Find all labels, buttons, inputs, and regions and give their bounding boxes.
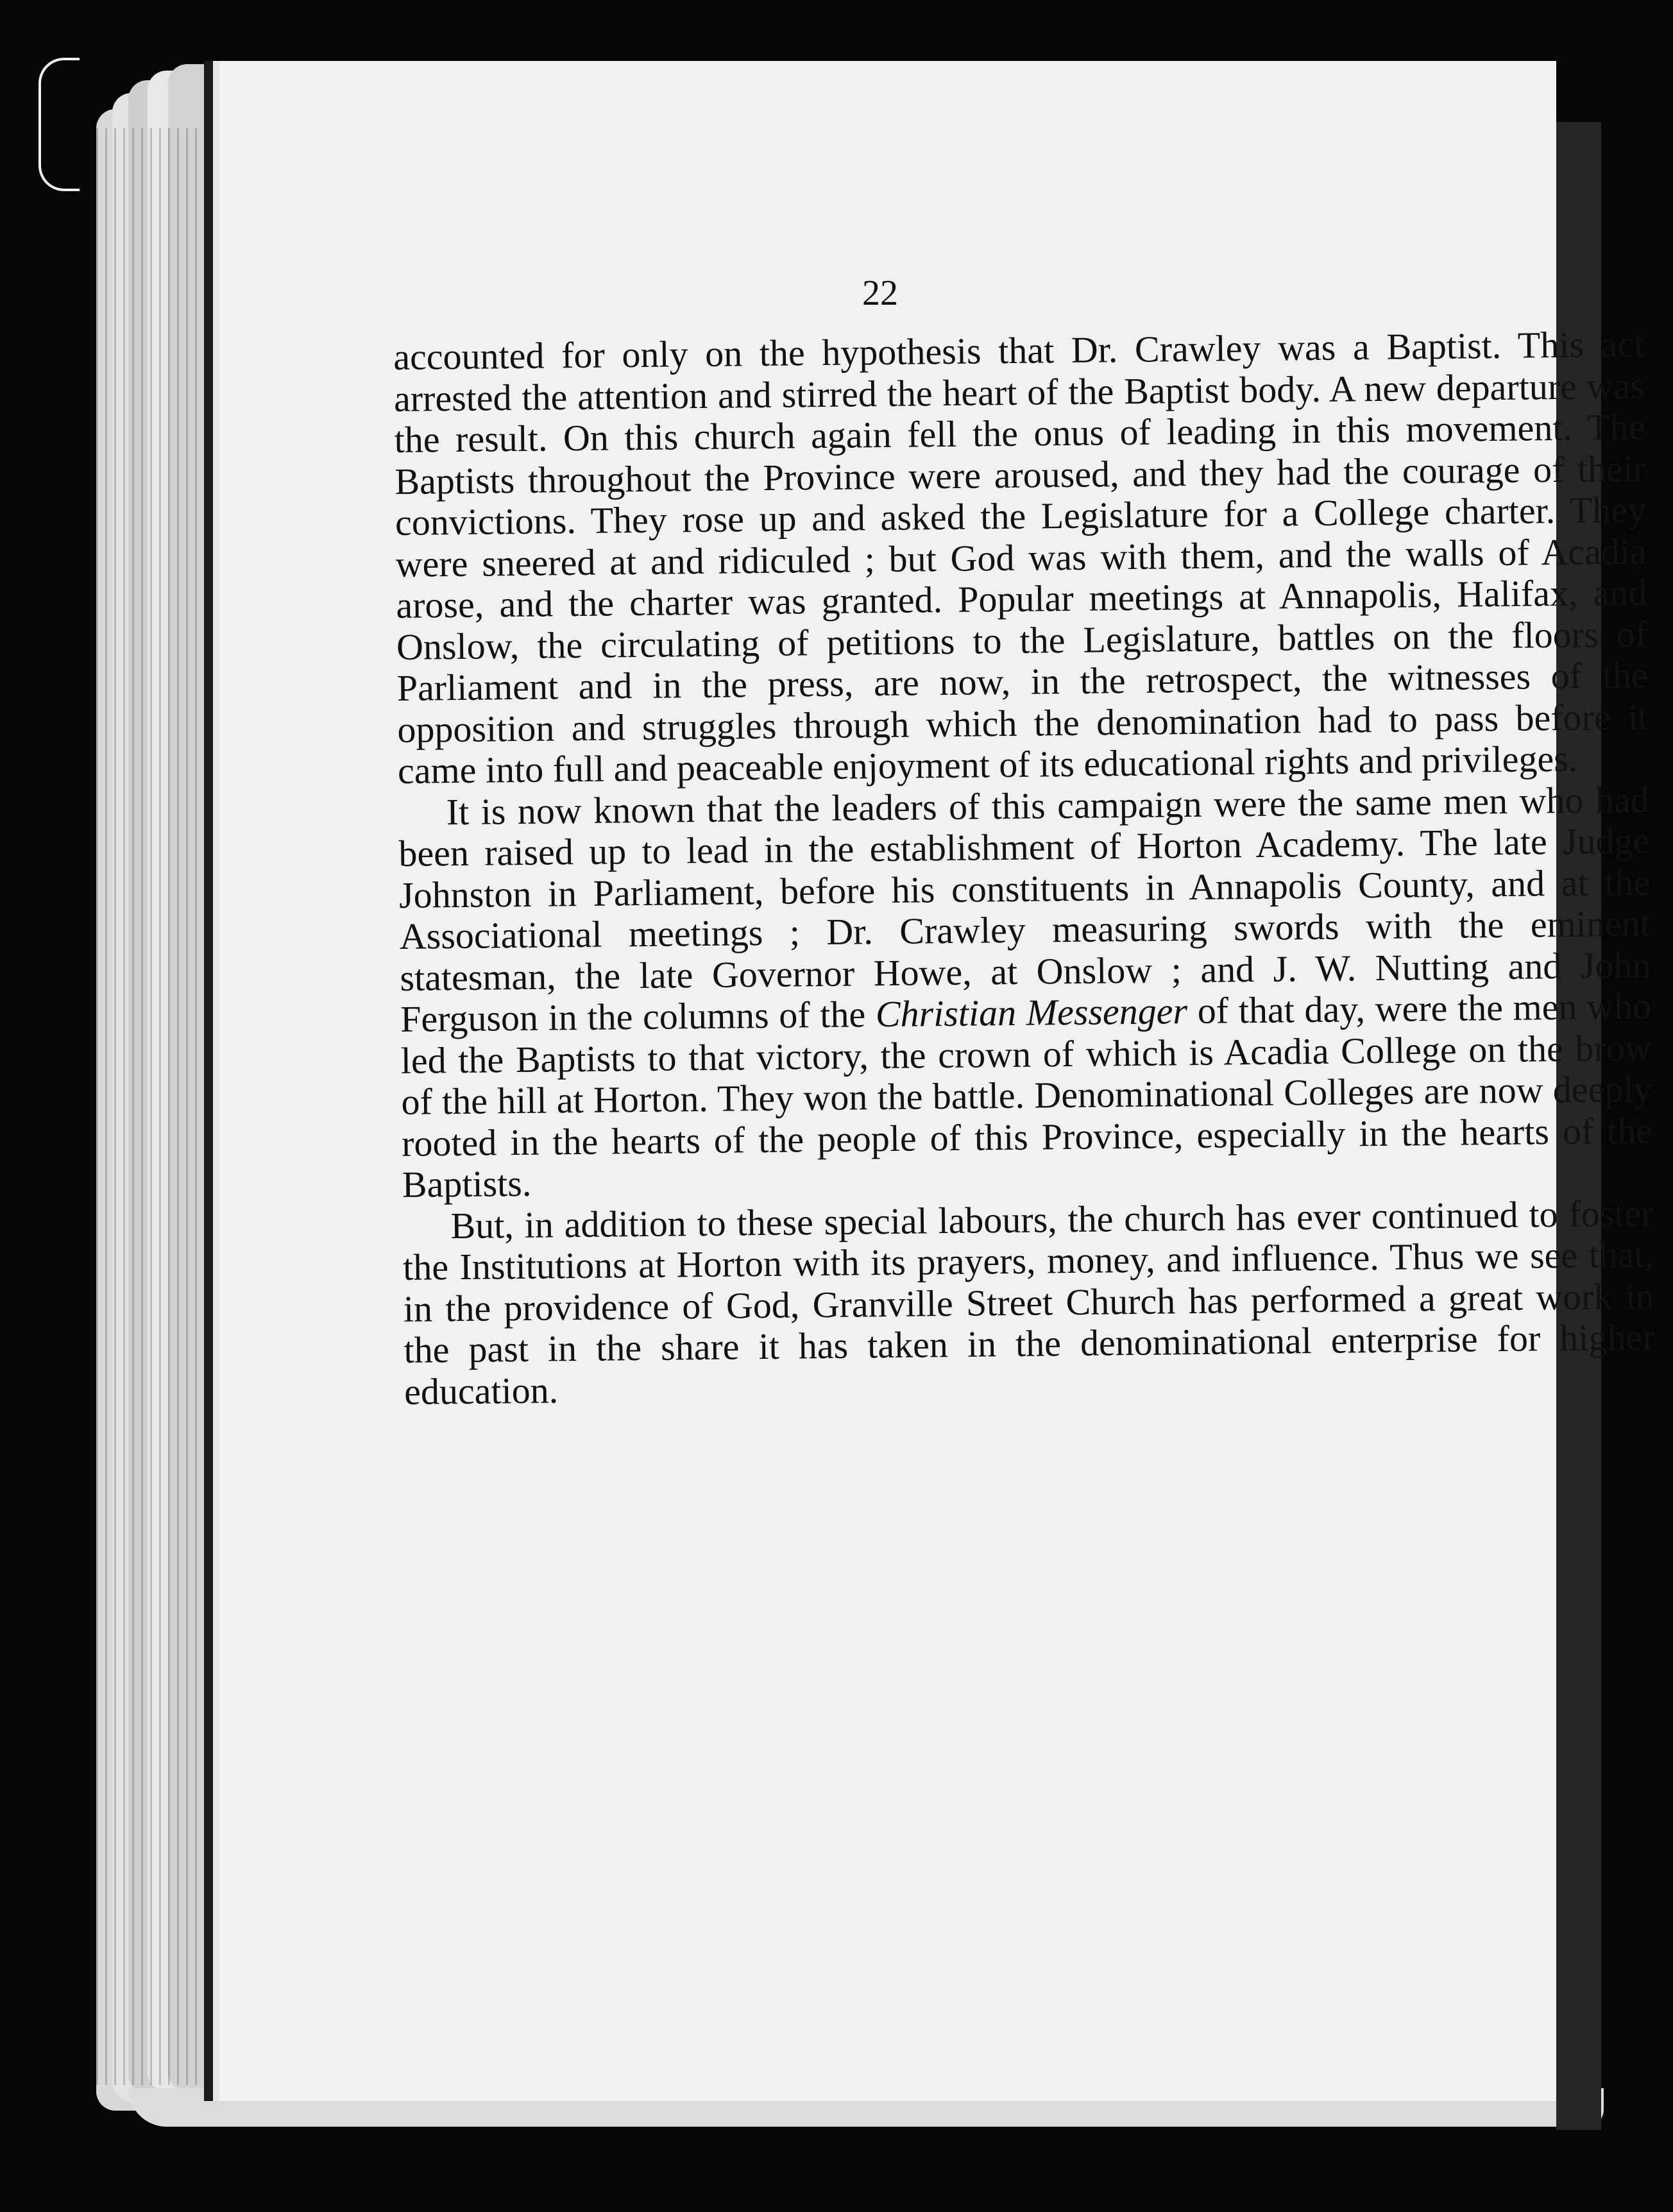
page-number: 22: [862, 273, 898, 313]
paragraph-1: accounted for only on the hypothesis that Dr. Crawley was a Baptist. This act arrested the attention and stirred the heart of the Baptist body. A new departure was the result. On this church again fell the onus of leading in this movement. The Baptists throughout the Province were aroused, and they had the courage of their convictions. They rose up and asked the Legislature for a College charter. They were sneered at and ridiculed ; but God was with them, and the walls of Acadia arose, and the charter was granted. Popular meetings at Annapolis, Halifax, and Onslow, the circulating of petitions to the Legislature, battles on the floors of Parliament and in the press, are now, in the retrospect, the witnesses of the opposition and struggles through which the denomination had to pass before it came into full and peaceable enjoyment of its educational rights and privileges.: [393, 323, 1649, 792]
newspaper-title: Christian Messenger: [875, 990, 1188, 1035]
page-edges-stack: [96, 128, 212, 2085]
paragraph-2-part-2: of that day, were the men who led the Baptists to that victory, the crown of which is Acadia College on the brow of the hill at Horton. They won the battle. Denominational Colleges are now deeply rooted in the hearts of the people of this Province, especially in the hearts of the Baptists.: [400, 985, 1653, 1205]
book-page: [204, 61, 1655, 2101]
cable: [38, 58, 80, 191]
paragraph-3: But, in addition to these special labours, the church has ever continued to foster the Institutions at Horton with its prayers, money, and influence. Thus we see that, in the providence of God, Granville Street Church has performed a great work in the past in the share it has taken in the denominational enterprise for higher education.: [402, 1192, 1655, 1413]
body-text: [393, 324, 1655, 1413]
paragraph-2: [398, 779, 1653, 1205]
paragraph-2-part-1: It is now known that the leaders of this campaign were the same men who had been raised up to lead in the establishment of Horton Academy. The late Judge Johnston in Parliament, before his constituents in Annapolis County, and at the Associational meetings ; Dr. Crawley measuring swords with the eminent statesman, the late Governor Howe, at Onslow ; and J. W. Nutting and John Ferguson in the columns of the: [398, 778, 1651, 1040]
